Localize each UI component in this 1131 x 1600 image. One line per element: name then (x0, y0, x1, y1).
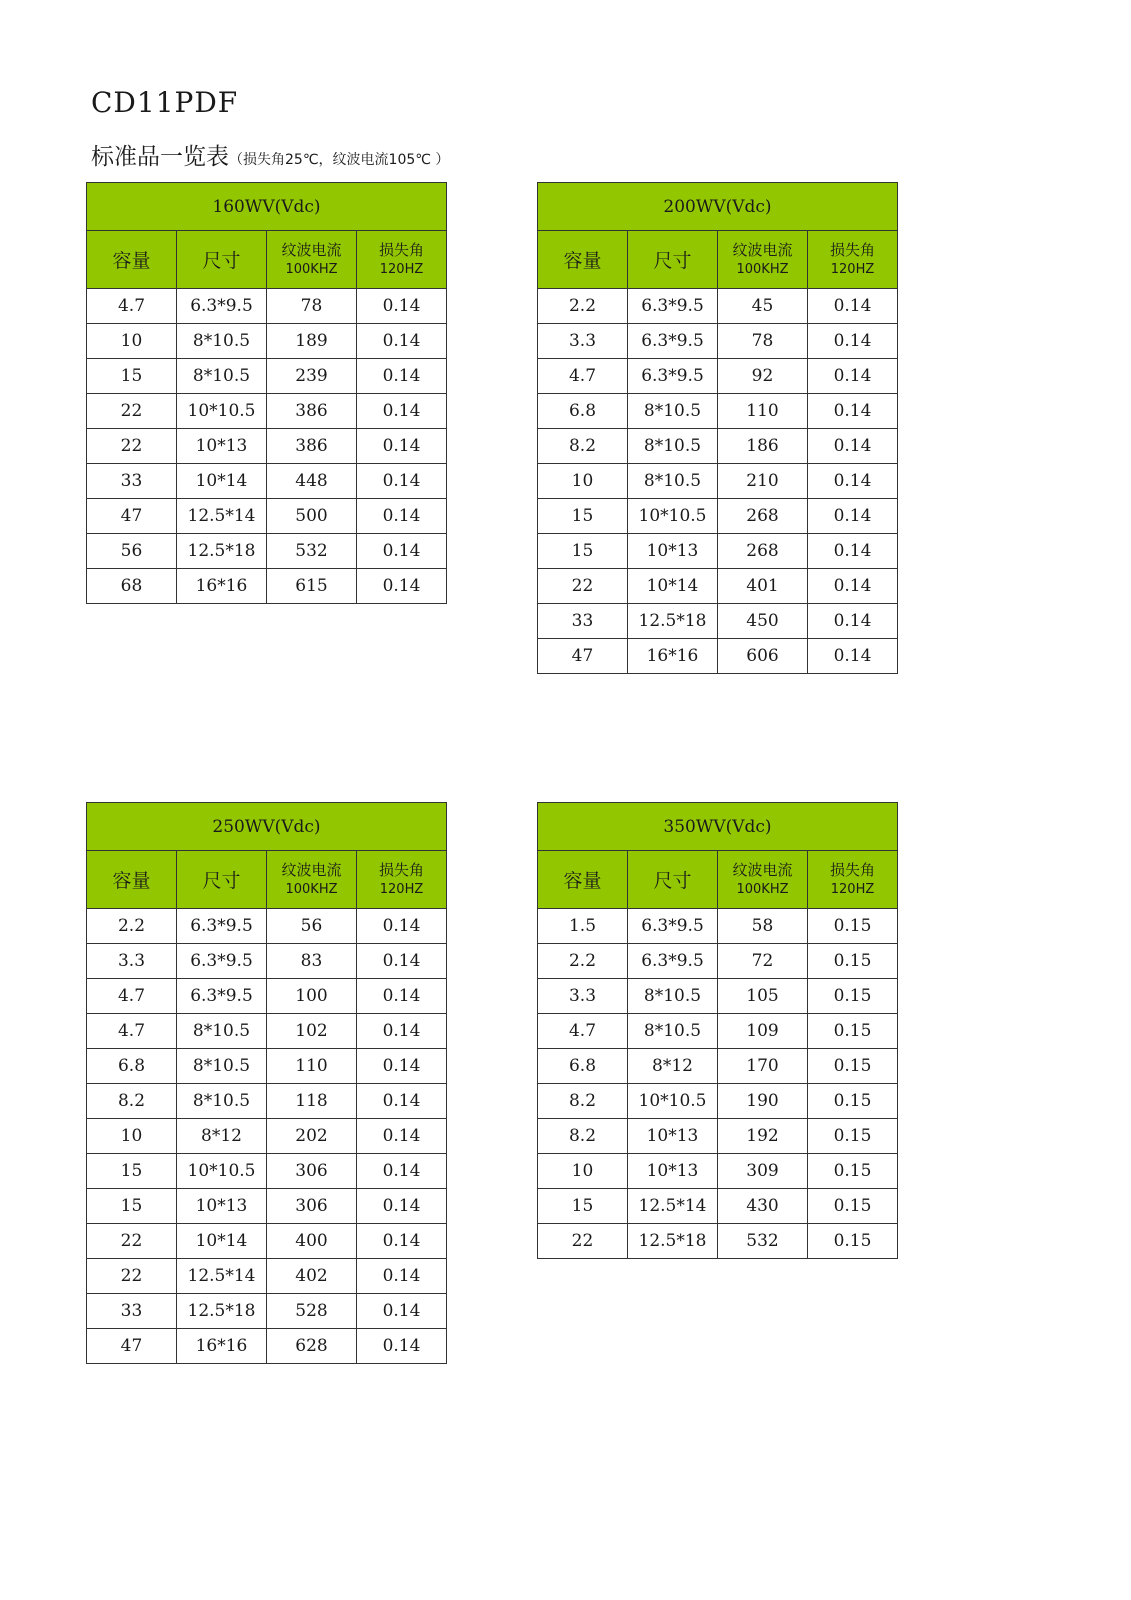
size-cell: 10*13 (628, 534, 718, 569)
size-cell: 10*13 (628, 1154, 718, 1189)
loss-cell: 0.14 (357, 1224, 447, 1259)
size-cell: 8*10.5 (177, 359, 267, 394)
capacity-cell: 4.7 (538, 1014, 628, 1049)
loss-cell: 0.14 (808, 289, 898, 324)
capacity-cell: 4.7 (538, 359, 628, 394)
loss-header-label: 损失角 (378, 240, 424, 259)
ripple-header-unit: 100KHZ (736, 261, 789, 277)
ripple-cell: 56 (267, 909, 357, 944)
size-cell: 10*13 (177, 429, 267, 464)
capacity-cell: 6.8 (538, 1049, 628, 1084)
ripple-cell: 92 (718, 359, 808, 394)
capacity-cell: 8.2 (538, 1084, 628, 1119)
spec-table-350v (537, 802, 898, 1259)
ripple-cell: 402 (267, 1259, 357, 1294)
table-row (87, 1049, 447, 1084)
ripple-cell: 532 (718, 1224, 808, 1259)
voltage-row (538, 183, 898, 231)
table-row (87, 1014, 447, 1049)
ripple-cell: 386 (267, 429, 357, 464)
table-row (538, 289, 898, 324)
table-row (87, 1294, 447, 1329)
table-row (87, 1259, 447, 1294)
loss-header (357, 231, 447, 289)
ripple-cell: 306 (267, 1154, 357, 1189)
size-cell: 6.3*9.5 (628, 324, 718, 359)
table-row (538, 464, 898, 499)
ripple-cell: 450 (718, 604, 808, 639)
voltage-header: 160WV(Vdc) (87, 183, 447, 231)
capacity-cell: 22 (87, 394, 177, 429)
table-row (538, 1189, 898, 1224)
voltage-header: 250WV(Vdc) (87, 803, 447, 851)
size-cell: 8*10.5 (177, 1084, 267, 1119)
loss-cell: 0.14 (357, 464, 447, 499)
capacity-cell: 33 (87, 464, 177, 499)
table-row (538, 569, 898, 604)
size-cell: 12.5*18 (628, 1224, 718, 1259)
capacity-cell: 4.7 (87, 979, 177, 1014)
capacity-header: 容量 (538, 231, 628, 289)
table-row (538, 1119, 898, 1154)
ripple-cell: 606 (718, 639, 808, 674)
table-row (87, 1189, 447, 1224)
size-cell: 8*12 (177, 1119, 267, 1154)
table-row (87, 429, 447, 464)
loss-cell: 0.15 (808, 909, 898, 944)
size-cell: 8*10.5 (177, 1014, 267, 1049)
document-title (91, 138, 449, 171)
capacity-cell: 15 (538, 534, 628, 569)
loss-cell: 0.14 (357, 569, 447, 604)
ripple-header-unit: 100KHZ (285, 261, 338, 277)
size-cell: 6.3*9.5 (177, 909, 267, 944)
size-header: 尺寸 (177, 851, 267, 909)
table-row (538, 639, 898, 674)
ripple-cell: 105 (718, 979, 808, 1014)
loss-cell: 0.14 (357, 1084, 447, 1119)
capacity-cell: 56 (87, 534, 177, 569)
table-row (538, 944, 898, 979)
loss-cell: 0.14 (808, 569, 898, 604)
loss-cell: 0.14 (808, 359, 898, 394)
size-cell: 6.3*9.5 (177, 944, 267, 979)
capacity-cell: 10 (538, 464, 628, 499)
ripple-cell: 309 (718, 1154, 808, 1189)
size-cell: 6.3*9.5 (628, 944, 718, 979)
size-cell: 10*10.5 (628, 499, 718, 534)
loss-cell: 0.14 (808, 534, 898, 569)
ripple-cell: 628 (267, 1329, 357, 1364)
ripple-header-label: 纹波电流 (732, 860, 793, 879)
loss-cell: 0.15 (808, 979, 898, 1014)
capacity-cell: 33 (87, 1294, 177, 1329)
table-row (87, 1084, 447, 1119)
loss-cell: 0.14 (357, 1259, 447, 1294)
capacity-cell: 47 (87, 499, 177, 534)
ripple-cell: 110 (267, 1049, 357, 1084)
ripple-cell: 268 (718, 499, 808, 534)
ripple-cell: 386 (267, 394, 357, 429)
ripple-cell: 615 (267, 569, 357, 604)
capacity-cell: 2.2 (87, 909, 177, 944)
capacity-cell: 8.2 (538, 429, 628, 464)
capacity-cell: 47 (538, 639, 628, 674)
table-row (87, 359, 447, 394)
capacity-cell: 22 (87, 429, 177, 464)
loss-header-label: 损失角 (829, 240, 875, 259)
loss-cell: 0.14 (357, 1294, 447, 1329)
size-cell: 10*14 (177, 1224, 267, 1259)
loss-cell: 0.14 (357, 1119, 447, 1154)
size-header: 尺寸 (177, 231, 267, 289)
column-header-row (538, 851, 898, 909)
capacity-cell: 22 (87, 1224, 177, 1259)
loss-cell: 0.14 (357, 289, 447, 324)
ripple-header (718, 231, 808, 289)
capacity-cell: 10 (538, 1154, 628, 1189)
capacity-header: 容量 (538, 851, 628, 909)
size-cell: 8*10.5 (628, 464, 718, 499)
loss-header-unit: 120HZ (830, 881, 875, 897)
size-cell: 12.5*14 (177, 1259, 267, 1294)
ripple-header (267, 851, 357, 909)
table-row (87, 979, 447, 1014)
table-row (538, 604, 898, 639)
capacity-cell: 2.2 (538, 289, 628, 324)
ripple-header-unit: 100KHZ (736, 881, 789, 897)
table-row (538, 909, 898, 944)
table-row (87, 909, 447, 944)
size-cell: 8*10.5 (628, 394, 718, 429)
table-row (87, 1329, 447, 1364)
loss-header-unit: 120HZ (379, 261, 424, 277)
table-row (538, 1154, 898, 1189)
capacity-cell: 15 (87, 1154, 177, 1189)
size-cell: 6.3*9.5 (628, 909, 718, 944)
table-row (538, 394, 898, 429)
size-cell: 10*13 (177, 1189, 267, 1224)
capacity-cell: 33 (538, 604, 628, 639)
table-row (87, 1119, 447, 1154)
loss-cell: 0.14 (357, 944, 447, 979)
capacity-cell: 8.2 (87, 1084, 177, 1119)
capacity-cell: 68 (87, 569, 177, 604)
ripple-cell: 189 (267, 324, 357, 359)
ripple-header-label: 纹波电流 (281, 860, 342, 879)
ripple-cell: 45 (718, 289, 808, 324)
size-cell: 12.5*14 (628, 1189, 718, 1224)
ripple-cell: 78 (267, 289, 357, 324)
loss-cell: 0.15 (808, 1014, 898, 1049)
capacity-cell: 22 (538, 1224, 628, 1259)
size-cell: 8*10.5 (177, 1049, 267, 1084)
voltage-header: 200WV(Vdc) (538, 183, 898, 231)
size-cell: 6.3*9.5 (177, 979, 267, 1014)
size-header: 尺寸 (628, 851, 718, 909)
size-cell: 6.3*9.5 (628, 289, 718, 324)
size-cell: 10*10.5 (177, 394, 267, 429)
size-cell: 10*13 (628, 1119, 718, 1154)
loss-header-unit: 120HZ (830, 261, 875, 277)
ripple-header (718, 851, 808, 909)
capacity-cell: 10 (87, 1119, 177, 1154)
voltage-row (87, 803, 447, 851)
ripple-header-label: 纹波电流 (732, 240, 793, 259)
column-header-row (87, 231, 447, 289)
capacity-cell: 1.5 (538, 909, 628, 944)
loss-cell: 0.14 (357, 1049, 447, 1084)
ripple-cell: 190 (718, 1084, 808, 1119)
capacity-cell: 15 (538, 499, 628, 534)
voltage-row (87, 183, 447, 231)
loss-cell: 0.14 (357, 909, 447, 944)
column-header-row (87, 851, 447, 909)
title-text: 标准品一览表 (91, 144, 229, 170)
loss-header (808, 851, 898, 909)
size-cell: 12.5*14 (177, 499, 267, 534)
ripple-cell: 72 (718, 944, 808, 979)
ripple-cell: 400 (267, 1224, 357, 1259)
spec-table-250v (86, 802, 447, 1364)
loss-header (357, 851, 447, 909)
ripple-cell: 430 (718, 1189, 808, 1224)
loss-cell: 0.14 (357, 429, 447, 464)
capacity-cell: 3.3 (87, 944, 177, 979)
loss-cell: 0.14 (357, 359, 447, 394)
capacity-cell: 22 (87, 1259, 177, 1294)
size-cell: 12.5*18 (177, 1294, 267, 1329)
ripple-cell: 532 (267, 534, 357, 569)
table-row (87, 499, 447, 534)
loss-header-label: 损失角 (378, 860, 424, 879)
ripple-cell: 202 (267, 1119, 357, 1154)
capacity-cell: 8.2 (538, 1119, 628, 1154)
loss-cell: 0.15 (808, 944, 898, 979)
ripple-cell: 58 (718, 909, 808, 944)
capacity-cell: 3.3 (538, 324, 628, 359)
capacity-cell: 2.2 (538, 944, 628, 979)
size-cell: 16*16 (628, 639, 718, 674)
loss-cell: 0.14 (357, 1329, 447, 1364)
table-row (87, 534, 447, 569)
size-cell: 8*10.5 (177, 324, 267, 359)
ripple-cell: 118 (267, 1084, 357, 1119)
size-cell: 8*10.5 (628, 429, 718, 464)
capacity-cell: 3.3 (538, 979, 628, 1014)
ripple-header-unit: 100KHZ (285, 881, 338, 897)
ripple-cell: 83 (267, 944, 357, 979)
capacity-cell: 6.8 (87, 1049, 177, 1084)
table-row (538, 1224, 898, 1259)
loss-cell: 0.14 (808, 429, 898, 464)
loss-cell: 0.14 (808, 639, 898, 674)
ripple-cell: 186 (718, 429, 808, 464)
loss-cell: 0.15 (808, 1049, 898, 1084)
voltage-row (538, 803, 898, 851)
ripple-cell: 448 (267, 464, 357, 499)
capacity-cell: 4.7 (87, 289, 177, 324)
ripple-cell: 78 (718, 324, 808, 359)
loss-cell: 0.14 (357, 534, 447, 569)
spec-table-160v (86, 182, 447, 604)
ripple-cell: 100 (267, 979, 357, 1014)
table-row (87, 464, 447, 499)
ripple-cell: 210 (718, 464, 808, 499)
size-cell: 8*10.5 (628, 1014, 718, 1049)
ripple-header (267, 231, 357, 289)
ripple-cell: 110 (718, 394, 808, 429)
table-row (538, 534, 898, 569)
loss-cell: 0.14 (808, 464, 898, 499)
column-header-row (538, 231, 898, 289)
size-cell: 8*10.5 (628, 979, 718, 1014)
size-cell: 10*10.5 (177, 1154, 267, 1189)
loss-cell: 0.15 (808, 1224, 898, 1259)
ripple-cell: 192 (718, 1119, 808, 1154)
table-row (538, 1084, 898, 1119)
table-row (538, 324, 898, 359)
voltage-header: 350WV(Vdc) (538, 803, 898, 851)
capacity-cell: 6.8 (538, 394, 628, 429)
size-cell: 16*16 (177, 569, 267, 604)
capacity-cell: 15 (87, 359, 177, 394)
loss-cell: 0.15 (808, 1084, 898, 1119)
table-row (87, 1154, 447, 1189)
loss-header-label: 损失角 (829, 860, 875, 879)
capacity-header: 容量 (87, 231, 177, 289)
capacity-cell: 15 (87, 1189, 177, 1224)
loss-cell: 0.14 (808, 604, 898, 639)
ripple-cell: 170 (718, 1049, 808, 1084)
ripple-cell: 528 (267, 1294, 357, 1329)
ripple-cell: 401 (718, 569, 808, 604)
table-row (87, 1224, 447, 1259)
size-cell: 16*16 (177, 1329, 267, 1364)
table-row (538, 1014, 898, 1049)
capacity-cell: 15 (538, 1189, 628, 1224)
size-cell: 6.3*9.5 (177, 289, 267, 324)
loss-cell: 0.14 (357, 499, 447, 534)
capacity-cell: 47 (87, 1329, 177, 1364)
loss-header (808, 231, 898, 289)
size-cell: 10*14 (628, 569, 718, 604)
table-row (87, 394, 447, 429)
loss-cell: 0.14 (808, 394, 898, 429)
capacity-cell: 10 (87, 324, 177, 359)
size-cell: 8*12 (628, 1049, 718, 1084)
table-row (87, 569, 447, 604)
loss-cell: 0.15 (808, 1119, 898, 1154)
size-cell: 10*14 (177, 464, 267, 499)
size-cell: 12.5*18 (628, 604, 718, 639)
table-row (538, 429, 898, 464)
table-row (87, 944, 447, 979)
table-row (87, 324, 447, 359)
table-row (538, 979, 898, 1014)
table-row (538, 1049, 898, 1084)
loss-cell: 0.15 (808, 1154, 898, 1189)
loss-cell: 0.14 (357, 1154, 447, 1189)
loss-cell: 0.14 (357, 324, 447, 359)
loss-header-unit: 120HZ (379, 881, 424, 897)
ripple-cell: 306 (267, 1189, 357, 1224)
ripple-cell: 239 (267, 359, 357, 394)
loss-cell: 0.14 (357, 979, 447, 1014)
loss-cell: 0.15 (808, 1189, 898, 1224)
ripple-cell: 102 (267, 1014, 357, 1049)
capacity-cell: 22 (538, 569, 628, 604)
loss-cell: 0.14 (357, 1189, 447, 1224)
ripple-cell: 268 (718, 534, 808, 569)
loss-cell: 0.14 (357, 394, 447, 429)
loss-cell: 0.14 (808, 499, 898, 534)
ripple-cell: 109 (718, 1014, 808, 1049)
size-cell: 6.3*9.5 (628, 359, 718, 394)
ripple-cell: 500 (267, 499, 357, 534)
loss-cell: 0.14 (357, 1014, 447, 1049)
size-cell: 10*10.5 (628, 1084, 718, 1119)
capacity-cell: 4.7 (87, 1014, 177, 1049)
title-note: （损失角25℃，纹波电流105℃ ） (229, 152, 450, 168)
table-row (538, 359, 898, 394)
size-cell: 12.5*18 (177, 534, 267, 569)
model-name: CD11PDF (91, 86, 239, 119)
loss-cell: 0.14 (808, 324, 898, 359)
table-row (87, 289, 447, 324)
size-header: 尺寸 (628, 231, 718, 289)
table-row (538, 499, 898, 534)
spec-table-200v (537, 182, 898, 674)
ripple-header-label: 纹波电流 (281, 240, 342, 259)
capacity-header: 容量 (87, 851, 177, 909)
